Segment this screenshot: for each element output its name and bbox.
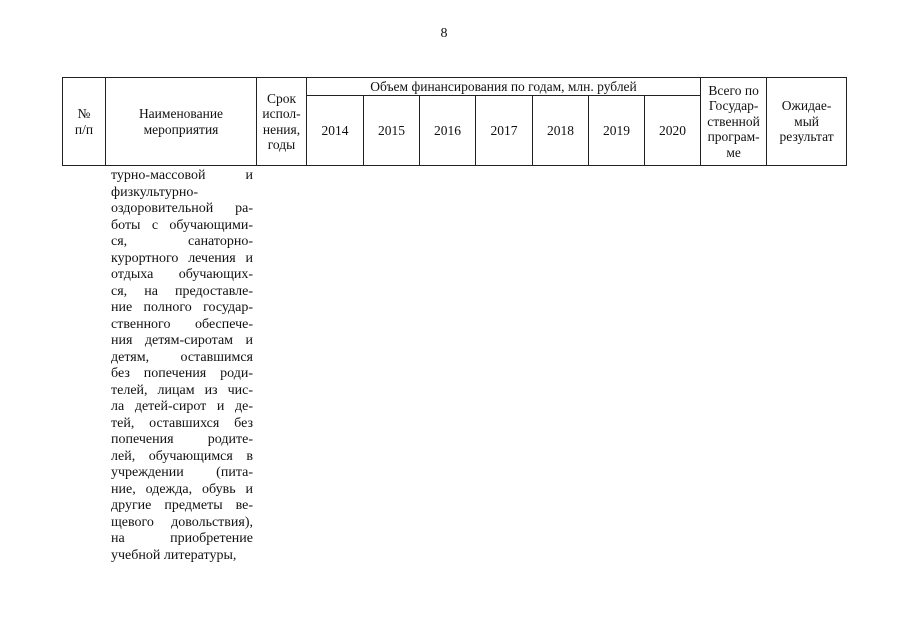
header-funding: Объем финансирования по годам, млн. рублей [307,78,701,96]
description-line: детям, оставшимся [111,349,253,365]
description-line: учебной литературы, [111,547,237,563]
description-line: боты с обучающими- [111,217,253,233]
description-line: попечения родите- [111,432,253,447]
description-line: ние полного государ- [111,300,253,315]
description-line: на приобретение [111,531,253,546]
description-line: отдыха обучающих- [111,267,253,282]
description-line: оздоровительной ра- [111,201,253,216]
header-term: Срок испол- нения, годы [257,78,307,166]
header-result: Ожидае- мый результат [767,78,847,166]
description-line: без попечения роди- [111,366,253,381]
description-line: ла детей-сирот и де- [111,399,253,414]
description-line: телей, лицам из чис- [111,382,253,398]
header-year-2017: 2017 [476,96,533,166]
description-line: тей, оставшихся без [111,415,253,431]
description-line: курортного лечения и [111,250,253,266]
funding-table-header [62,77,847,166]
description-line: ственного обеспече- [111,316,253,332]
description-line: щевого довольствия), [111,514,253,530]
activity-description [111,168,253,564]
description-line: ся, на предоставле- [111,283,253,299]
description-line: лей, обучающимся в [111,448,253,464]
header-year-2015: 2015 [364,96,420,166]
description-line: ния детям-сиротам и [111,333,253,348]
header-year-2019: 2019 [589,96,645,166]
description-line: физкультурно- [111,184,199,200]
header-year-2020: 2020 [645,96,701,166]
page-number: 8 [440,26,448,41]
description-line: ся, санаторно- [111,234,253,249]
header-year-2016: 2016 [420,96,476,166]
description-line: турно-массовой и [111,168,253,183]
description-line: учреждении (пита- [111,465,253,480]
header-year-2014: 2014 [307,96,364,166]
description-line: другие предметы ве- [111,498,253,513]
header-num: № п/п [63,78,106,166]
header-name: Наименование мероприятия [106,78,257,166]
header-total: Всего по Государ- ственной програм- ме [701,78,767,166]
header-year-2018: 2018 [533,96,589,166]
description-line: ние, одежда, обувь и [111,481,253,497]
